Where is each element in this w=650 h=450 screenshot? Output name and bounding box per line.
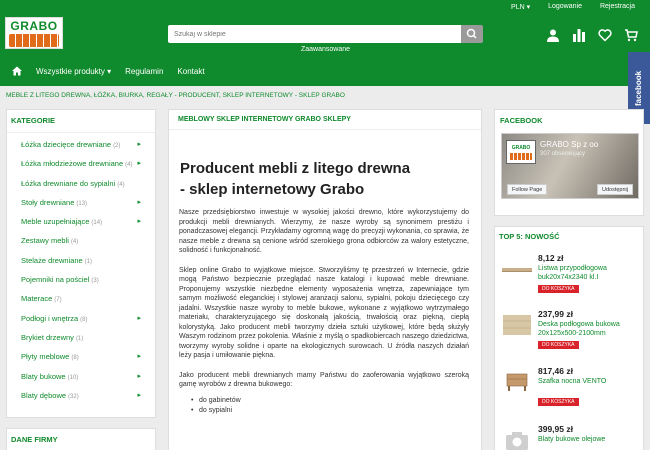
category-count: (2) [113,143,121,149]
category-label: Brykiet drzewny [21,332,74,342]
advanced-search-link[interactable]: Zaawansowane [300,46,351,53]
categories-panel [6,109,156,418]
facebook-followers: 307 obserwujący [540,151,586,157]
logo-text: GRABO [10,19,58,33]
facebook-title: FACEBOOK [500,116,543,125]
product-name-link[interactable]: Blaty bukowe olejowe [538,436,606,443]
product-price: 8,12 zł [538,253,564,263]
category-label: Podłogi i wnętrza [21,313,79,323]
product-thumbnail[interactable] [501,256,533,282]
category-count: (8) [71,355,79,362]
top5-item[interactable] [495,253,645,303]
facebook-follow-button[interactable]: Follow Page [507,184,547,195]
category-label: Materace [21,294,53,304]
shop-paragraph: Sklep online Grabo to wyjątkowe miejsce. Stworzyliśmy tę przestrzeń w Internecie, gdzie mogą Państwo bezpiecznie przeglądać nasze katalogi i kupować meble drewniane. Proponujemy wszystkie niezbędne elementy wyposażenia wnętrza, zapewniające tym samym możliwość eleganckiej i stylowej aranżacji salonu, sypialni, pokoju dziecięcego czy jadalni. Wszystkie nasze wyroby to meble bukowe, wykonane z wyjątkowo wytrzymałego materiału, charakteryzującego się doskonałą jakością, trwałością oraz piękną, ciepłą kolorystyką. Jako producent mebli tworzymy dzieła sztuki użytkowej, które będą służyły Waszym rodzinom przez pokolenia. Właśnie z myślą o spadkobiercach naszego dziedzictwa, tworzymy wyroby solidne i oparte na ekologicznych surowcach. U źródła naszych działań leży pasja i umiłowanie piękna. [179,266,469,359]
product-name-link[interactable]: Szafka nocna VENTO [538,378,607,385]
category-item[interactable] [7,212,155,231]
top5-title: TOP 5: NOWOŚĆ [499,232,560,241]
categories-title: KATEGORIE [7,110,155,133]
category-label: Zestawy mebli [21,236,69,246]
category-count: (10) [67,374,79,381]
category-item[interactable] [7,367,155,386]
facebook-panel [494,109,644,216]
product-thumbnail[interactable] [501,369,533,395]
top5-item[interactable] [495,309,645,359]
category-item[interactable] [7,289,155,308]
product-thumbnail[interactable] [501,312,533,338]
facebook-page-name[interactable]: GRABO Sp z oo [540,140,599,149]
category-label: Łóżka młodzieżowe drewniane [21,159,124,169]
category-label: Stelaże drewniane [21,255,83,265]
product-price: 399,95 zł [538,424,573,434]
category-item[interactable] [7,135,155,154]
category-item[interactable] [7,270,155,289]
category-item[interactable] [7,174,155,193]
nav-all-products[interactable]: Wszystkie produkty ▾ [36,66,112,76]
home-icon[interactable] [12,66,22,76]
chevron-right-icon[interactable]: ▸ [137,198,141,206]
top5-panel [494,226,644,450]
category-count: (8) [80,316,88,323]
category-count: (1) [75,335,84,342]
category-label: Meble uzupełniające [21,217,90,227]
add-to-cart-button[interactable] [538,398,579,406]
heart-icon[interactable] [598,28,612,42]
category-label: Łóżka dziecięce drewniane [21,140,112,149]
add-to-cart-button[interactable] [538,285,579,293]
header-icons [546,28,638,42]
category-item[interactable] [7,328,155,347]
currency-select[interactable]: PLN ▾ [511,4,531,11]
logo[interactable] [5,17,63,49]
chevron-right-icon[interactable]: ▸ [137,314,141,322]
category-count: (3) [91,278,99,285]
cart-icon[interactable] [624,28,638,42]
category-item[interactable] [7,231,155,250]
login-link[interactable]: Logowanie [548,3,582,10]
facebook-share-button[interactable]: Udostępnij [597,184,633,195]
chevron-right-icon[interactable]: ▸ [137,218,141,226]
list-item: • do gabinetów [199,396,469,406]
category-list [7,133,155,405]
category-count: (14) [91,220,103,227]
company-title: DANE FIRMY [11,435,58,444]
add-to-cart-label: DO KOSZYKA [542,286,575,292]
category-count: (13) [76,200,88,207]
category-count: (1) [84,258,93,265]
category-count: (32) [68,393,79,400]
intro-paragraph: Nasze przedsiębiorstwo inwestuje w wysokiej jakości drewno, które wykorzystujemy do produkcji mebli drewnianych. Wierzymy, że nasze wyroby są synonimem prestiżu i ponadczasowej elegancji. Przykładamy ogromną wagę do precyzji wykonania, co sprawia, że nasze meble z drewna są cenione wśród szerokiego grona odbiorców za walory estetyczne, solidność i funkcjonalność. [179,209,469,254]
product-price: 817,46 zł [538,366,573,376]
category-count: (4) [70,239,79,246]
product-price: 237,99 zł [538,309,573,319]
facebook-logo-text: GRABO [511,145,531,151]
section-title: MEBLOWY SKLEP INTERNETOWY GRABO SKLEPY [169,110,481,130]
facebook-logo-arches [510,153,532,160]
category-item[interactable] [7,386,155,405]
user-icon[interactable] [546,28,560,42]
chevron-right-icon[interactable]: ▸ [137,141,141,148]
page-heading [179,158,469,200]
product-name-link[interactable]: Deska podłogowa bukowa 20x125x500-2100mm [538,321,620,337]
add-to-cart-label: DO KOSZYKA [542,399,575,405]
product-name-link[interactable]: Listwa przypodłogowa buk20x74x2340 kl.I [538,265,607,281]
main-nav [0,60,650,82]
top-links [502,3,644,11]
facebook-page-logo [506,140,536,164]
top5-item[interactable] [495,366,645,416]
search-button[interactable] [461,25,483,43]
category-count: (7) [54,297,62,304]
category-label: Płyty meblowe [21,352,70,362]
nav-rules[interactable]: Regulamin [125,66,164,76]
add-to-cart-button[interactable] [538,341,579,349]
category-label: Pojemniki na pościel [21,275,90,285]
category-item[interactable] [7,154,155,173]
nav-contact[interactable]: Kontakt [177,66,205,76]
search-icon [461,25,483,43]
register-link[interactable]: Rejestracja [599,3,635,10]
chevron-right-icon[interactable]: ▸ [137,391,141,399]
chevron-right-icon[interactable]: ▸ [137,353,141,361]
logo-arches [9,34,59,47]
main-content [168,109,482,450]
category-item[interactable] [7,193,155,212]
category-count: (4) [117,181,125,188]
category-item[interactable] [7,347,155,366]
facebook-side-tab[interactable]: facebook [628,52,650,124]
category-label: Łóżka drewniane do sypialni [21,178,116,188]
list-item: • do sypialni [199,406,469,416]
facebook-widget[interactable] [501,133,639,199]
category-count: (4) [125,162,133,169]
chevron-right-icon[interactable]: ▸ [137,160,141,168]
header-bar [0,0,650,86]
page-heading-line-2: - sklep internetowy Grabo [180,181,365,198]
offer-list [179,396,469,416]
page-heading-line-1: Producent mebli z litego drewna [180,160,411,177]
breadcrumb[interactable]: MEBLE Z LITEGO DREWNA, ŁÓŻKA, BIURKA, REGAŁY - PRODUCENT, SKLEP INTERNETOWY - SKLEP GRABO [6,92,345,99]
company-panel [6,428,156,450]
compare-icon[interactable] [572,28,586,42]
category-item[interactable] [7,251,155,270]
category-item[interactable] [7,309,155,328]
category-label: Stoły drewniane [21,197,75,207]
camera-icon [501,427,533,450]
chevron-right-icon[interactable]: ▸ [137,372,141,380]
category-label: Blaty dębowe [21,390,67,400]
offer-paragraph: Jako producent mebli drewnianych mamy Państwu do zaoferowania wyjątkowo szeroką gamę wyrobów z drewna bukowego: [179,371,469,388]
top5-item[interactable] [495,424,645,450]
category-label: Blaty bukowe [21,371,66,381]
add-to-cart-label: DO KOSZYKA [542,342,575,348]
search-input[interactable] [168,25,461,43]
